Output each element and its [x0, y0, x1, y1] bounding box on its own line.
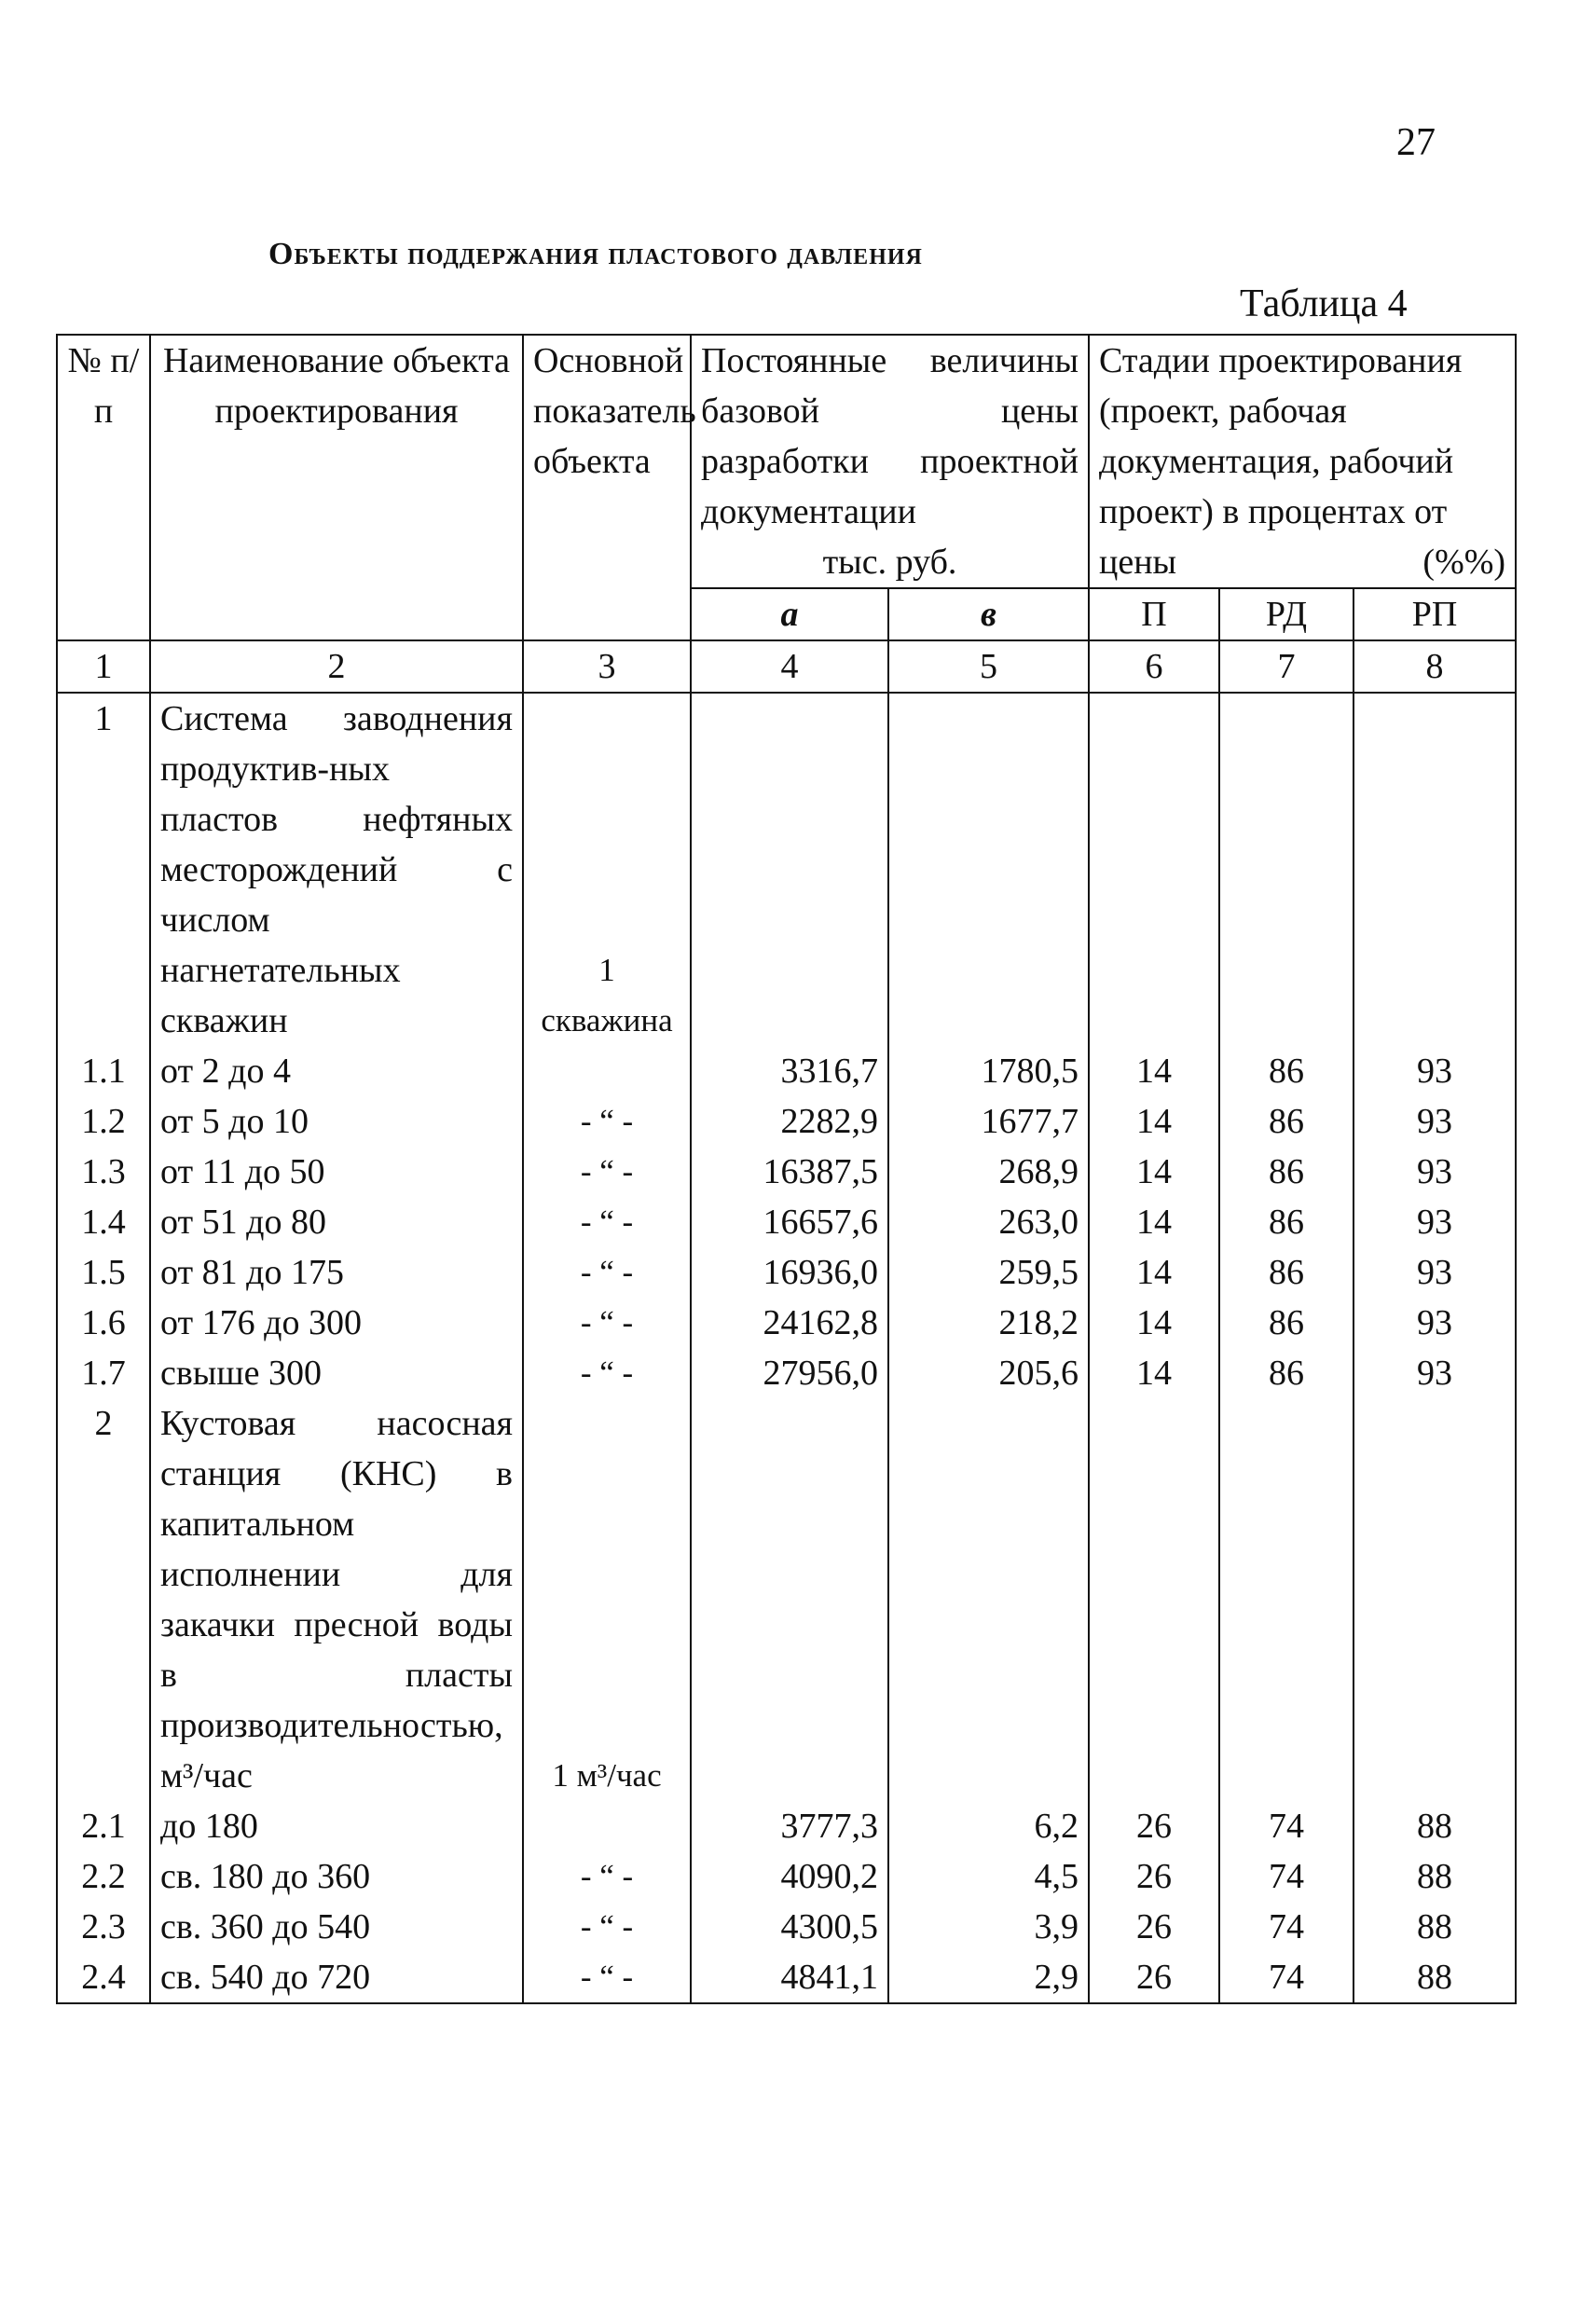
row-rd: 74 [1219, 1801, 1354, 1851]
group-row [57, 1398, 1516, 1801]
row-num: 1.5 [57, 1247, 150, 1298]
table-row [57, 1902, 1516, 1952]
row-b: 268,9 [888, 1147, 1089, 1197]
row-p: 26 [1089, 1851, 1219, 1902]
row-a: 16387,5 [691, 1147, 888, 1197]
table-row [57, 1348, 1516, 1398]
row-rp: 93 [1354, 1147, 1516, 1197]
group-name: Система заводнения продуктив-ных пластов нефтяных месторождений с числом нагнетательных скважин [150, 693, 523, 1046]
row-a: 4841,1 [691, 1952, 888, 2003]
row-b: 263,0 [888, 1197, 1089, 1247]
row-rp: 88 [1354, 1902, 1516, 1952]
table-row [57, 1247, 1516, 1298]
row-name: св. 360 до 540 [150, 1902, 523, 1952]
row-num: 1.3 [57, 1147, 150, 1197]
row-rd: 86 [1219, 1348, 1354, 1398]
group-num: 1 [57, 693, 150, 1046]
row-num: 1.1 [57, 1046, 150, 1096]
row-unit: - “ - [523, 1952, 691, 2003]
header-sub-b: в [888, 588, 1089, 640]
row-a: 16657,6 [691, 1197, 888, 1247]
column-number: 2 [150, 640, 523, 693]
row-rp: 88 [1354, 1851, 1516, 1902]
table-row [57, 1851, 1516, 1902]
row-p: 26 [1089, 1952, 1219, 2003]
row-rd: 86 [1219, 1046, 1354, 1096]
row-name: свыше 300 [150, 1348, 523, 1398]
row-num: 1.6 [57, 1298, 150, 1348]
row-b: 6,2 [888, 1801, 1089, 1851]
row-rd: 86 [1219, 1197, 1354, 1247]
column-number: 3 [523, 640, 691, 693]
header-sub-rp: РП [1354, 588, 1516, 640]
column-number: 6 [1089, 640, 1219, 693]
row-rd: 74 [1219, 1902, 1354, 1952]
row-a: 3316,7 [691, 1046, 888, 1096]
table-body [57, 693, 1516, 2003]
header-indicator: Основной показатель объекта [523, 335, 691, 640]
row-p: 14 [1089, 1096, 1219, 1147]
row-p: 14 [1089, 1046, 1219, 1096]
row-p: 14 [1089, 1147, 1219, 1197]
header-name: Наименование объекта проектирования [150, 335, 523, 640]
row-num: 2.2 [57, 1851, 150, 1902]
row-unit: - “ - [523, 1298, 691, 1348]
row-name: до 180 [150, 1801, 523, 1851]
row-rd: 86 [1219, 1247, 1354, 1298]
column-number: 1 [57, 640, 150, 693]
row-unit: - “ - [523, 1902, 691, 1952]
row-rp: 93 [1354, 1096, 1516, 1147]
row-unit: - “ - [523, 1247, 691, 1298]
row-p: 14 [1089, 1348, 1219, 1398]
row-unit [523, 1801, 691, 1851]
header-sub-a: а [691, 588, 888, 640]
column-number: 5 [888, 640, 1089, 693]
header-sub-p: П [1089, 588, 1219, 640]
header-stages: Стадии проектирования (проект, рабочая документация, рабочий проект) в процентах от цены (%%) [1089, 335, 1516, 588]
row-unit: - “ - [523, 1147, 691, 1197]
group-row [57, 693, 1516, 1046]
row-rp: 93 [1354, 1298, 1516, 1348]
column-number: 4 [691, 640, 888, 693]
row-a: 16936,0 [691, 1247, 888, 1298]
header-const-text: Постоянные величины базовой цены разработки проектной документации [701, 341, 1079, 531]
table-header [57, 335, 1516, 640]
row-name: от 81 до 175 [150, 1247, 523, 1298]
row-unit: - “ - [523, 1851, 691, 1902]
header-const-unit: тыс. руб. [822, 543, 957, 582]
group-num: 2 [57, 1398, 150, 1801]
group-name: Кустовая насосная станция (КНС) в капитальном исполнении для закачки пресной воды в пласты производительностью, м³/час [150, 1398, 523, 1801]
group-unit: 1 м³/час [523, 1398, 691, 1801]
row-b: 218,2 [888, 1298, 1089, 1348]
row-b: 259,5 [888, 1247, 1089, 1298]
row-a: 2282,9 [691, 1096, 888, 1147]
header-num: № п/п [57, 335, 150, 640]
row-num: 1.4 [57, 1197, 150, 1247]
row-unit [523, 1046, 691, 1096]
row-name: св. 540 до 720 [150, 1952, 523, 2003]
row-rd: 86 [1219, 1096, 1354, 1147]
row-unit: - “ - [523, 1096, 691, 1147]
row-a: 4300,5 [691, 1902, 888, 1952]
group-unit: 1 скважина [523, 693, 691, 1046]
row-num: 1.2 [57, 1096, 150, 1147]
table-row [57, 1096, 1516, 1147]
column-number: 8 [1354, 640, 1516, 693]
row-p: 14 [1089, 1247, 1219, 1298]
column-number-row [57, 640, 1516, 693]
row-num: 2.1 [57, 1801, 150, 1851]
row-p: 14 [1089, 1197, 1219, 1247]
table-row [57, 1801, 1516, 1851]
row-name: св. 180 до 360 [150, 1851, 523, 1902]
row-b: 2,9 [888, 1952, 1089, 2003]
row-p: 26 [1089, 1902, 1219, 1952]
row-rp: 93 [1354, 1197, 1516, 1247]
table-caption: Таблица 4 [1240, 282, 1408, 325]
data-table [56, 334, 1517, 2004]
row-b: 1780,5 [888, 1046, 1089, 1096]
row-rd: 74 [1219, 1952, 1354, 2003]
row-name: от 11 до 50 [150, 1147, 523, 1197]
row-name: от 51 до 80 [150, 1197, 523, 1247]
row-p: 14 [1089, 1298, 1219, 1348]
row-b: 3,9 [888, 1902, 1089, 1952]
row-unit: - “ - [523, 1197, 691, 1247]
row-name: от 176 до 300 [150, 1298, 523, 1348]
row-name: от 5 до 10 [150, 1096, 523, 1147]
header-const [691, 335, 1089, 588]
page-number: 27 [1396, 121, 1436, 164]
header-sub-rd: РД [1219, 588, 1354, 640]
row-rp: 88 [1354, 1801, 1516, 1851]
row-name: от 2 до 4 [150, 1046, 523, 1096]
row-a: 3777,3 [691, 1801, 888, 1851]
row-unit: - “ - [523, 1348, 691, 1398]
table-row [57, 1147, 1516, 1197]
column-number: 7 [1219, 640, 1354, 693]
row-p: 26 [1089, 1801, 1219, 1851]
row-b: 1677,7 [888, 1096, 1089, 1147]
row-num: 2.4 [57, 1952, 150, 2003]
row-num: 1.7 [57, 1348, 150, 1398]
table-row [57, 1298, 1516, 1348]
row-num: 2.3 [57, 1902, 150, 1952]
row-rp: 93 [1354, 1247, 1516, 1298]
row-rp: 93 [1354, 1348, 1516, 1398]
row-b: 4,5 [888, 1851, 1089, 1902]
row-a: 24162,8 [691, 1298, 888, 1348]
row-rd: 86 [1219, 1298, 1354, 1348]
row-a: 4090,2 [691, 1851, 888, 1902]
row-rp: 93 [1354, 1046, 1516, 1096]
row-a: 27956,0 [691, 1348, 888, 1398]
table-row [57, 1197, 1516, 1247]
row-b: 205,6 [888, 1348, 1089, 1398]
row-rd: 86 [1219, 1147, 1354, 1197]
row-rd: 74 [1219, 1851, 1354, 1902]
document-title: Объекты поддержания пластового давления [268, 237, 923, 271]
table-row [57, 1046, 1516, 1096]
row-rp: 88 [1354, 1952, 1516, 2003]
table-row [57, 1952, 1516, 2003]
